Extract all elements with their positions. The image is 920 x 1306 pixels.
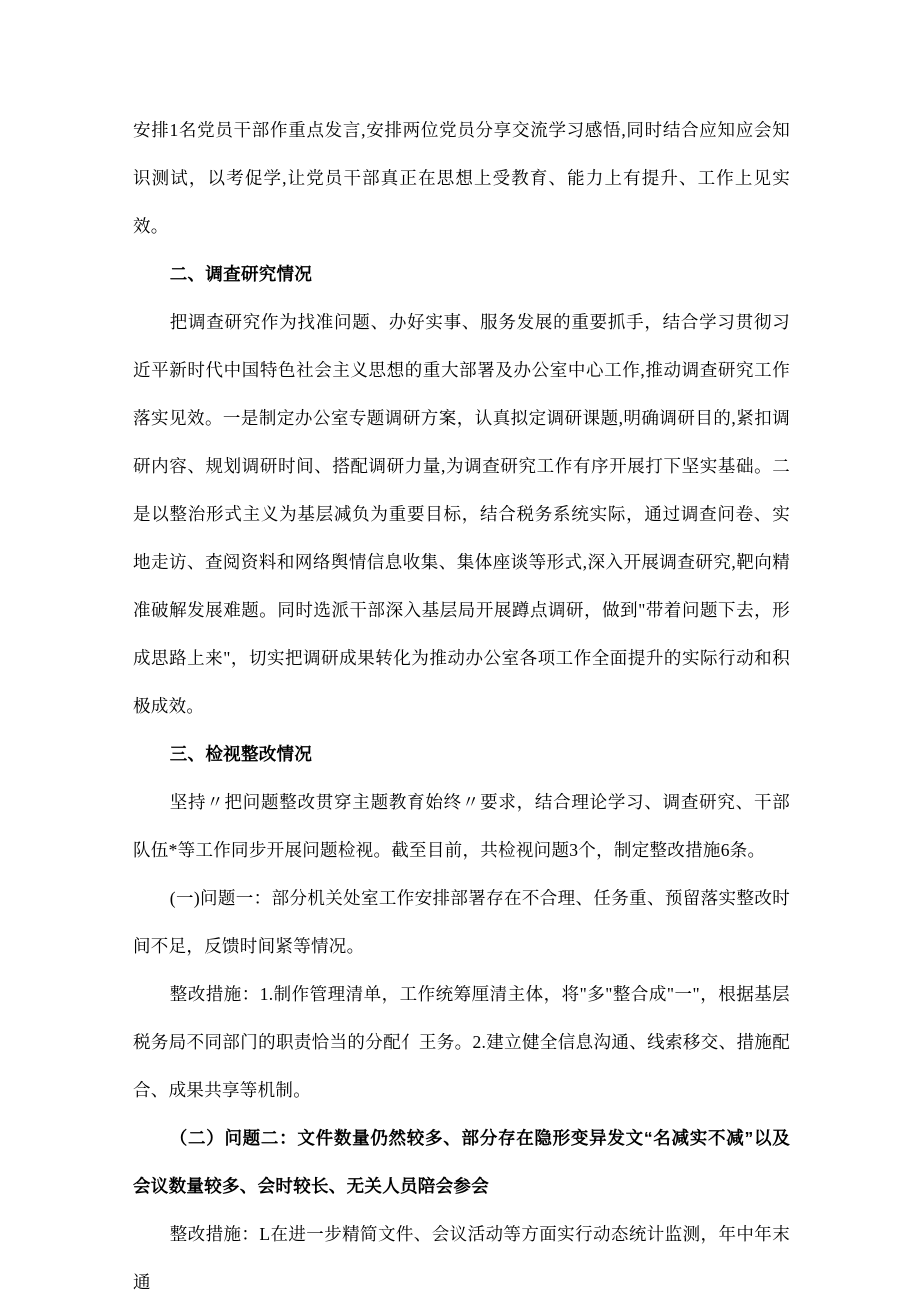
- paragraph-measures-one: 整改措施：1.制作管理清单，工作统筹厘清主体，将"多"整合成"一"，根据基层税务局不同部门的职责恰当的分配亻王务。2.建立健全信息沟通、线索移交、措施配合、成果共享等机制。: [133, 984, 790, 1100]
- section-heading-investigation: 二、调查研究情况: [169, 264, 313, 284]
- section-heading-rectification: 三、检视整改情况: [169, 744, 313, 764]
- paragraph-problem-one: (一)问题一：部分机关处室工作安排部署存在不合理、任务重、预留落实整改时间不足，反馈时间紧等情况。: [133, 888, 790, 956]
- paragraph-measures-two: 整改措施：L在进一步精简文件、会议活动等方面实行动态统计监测，年中年末通: [133, 1224, 790, 1292]
- paragraph-problem-two: （二）问题二：文件数量仍然较多、部分存在隐形变异发文“名减实不减”以及会议数量较多、会时较长、无关人员陪会参会: [133, 1128, 790, 1196]
- paragraph-investigation-body: 把调查研究作为找准问题、办好实事、服务发展的重要抓手，结合学习贯彻习近平新时代中国特色社会主义思想的重大部署及办公室中心工作,推动调查研究工作落实见效。一是制定办公室专题调研方案，认真拟定调研课题,明确调研目的,紧扣调研内容、规划调研时间、搭配调研力量,为调查研究工作有序开展打下坚实基础。二是以整治形式主义为基层减负为重要目标，结合税务系统实际，通过调查问卷、实地走访、查阅资料和网络舆情信息收集、集体座谈等形式,深入开展调查研究,靶向精准破解发展难题。同时选派干部深入基层局开展蹲点调研，做到"带着问题下去，形成思路上来"，切实把调研成果转化为推动办公室各项工作全面提升的实际行动和积极成效。: [133, 312, 790, 716]
- paragraph-rectification-intro: 坚持〃把问题整改贯穿主题教育始终〃要求，结合理论学习、调查研究、干部队伍*等工作同步开展问题检视。截至目前，共检视问题3个，制定整改措施6条。: [133, 792, 790, 860]
- paragraph-continuation: 安排1名党员干部作重点发言,安排两位党员分享交流学习感悟,同时结合应知应会知识测试，以考促学,让党员干部真正在思想上受教育、能力上有提升、工作上见实效。: [133, 120, 790, 236]
